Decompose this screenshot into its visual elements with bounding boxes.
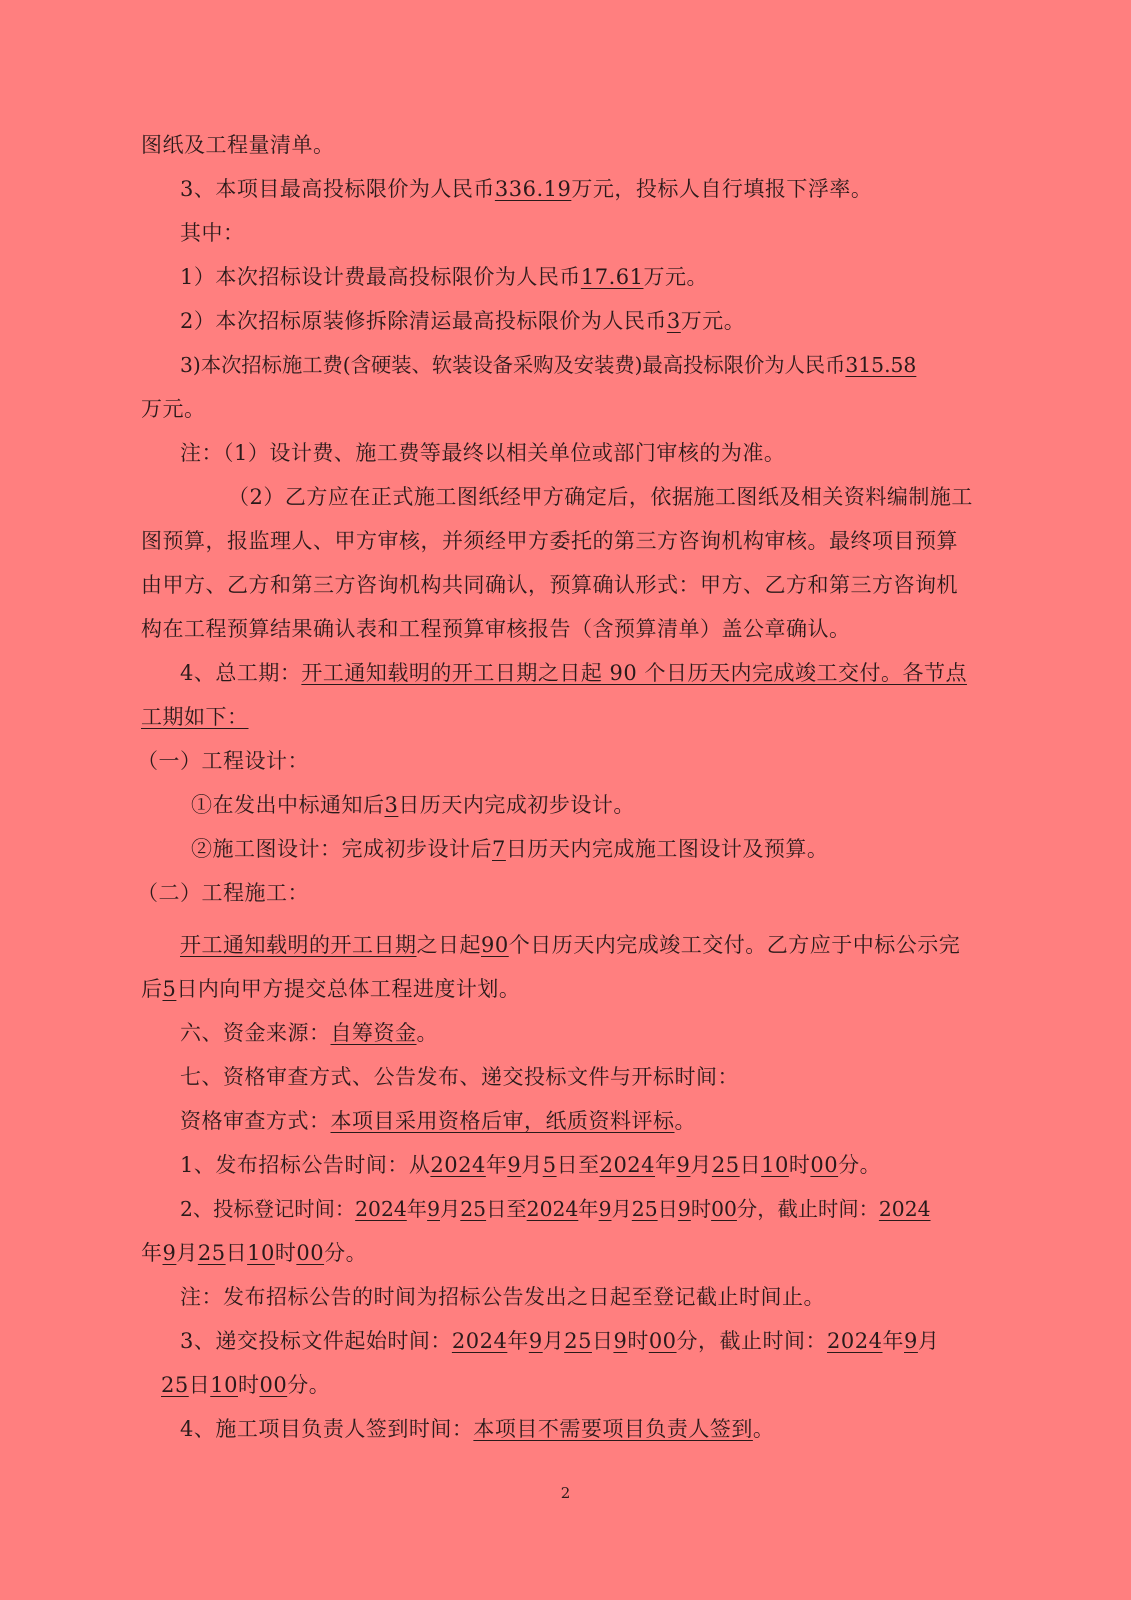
text-line: 3)本次招标施工费(含硬装、软装设备采购及安装费)最高投标限价为人民币315.58 [180, 353, 917, 377]
text-line: 开工通知载明的开工日期之日起90个日历天内完成竣工交付。乙方应于中标公示完 [180, 933, 961, 957]
text-line: 后5日内向甲方提交总体工程进度计划。 [141, 977, 521, 1001]
text-line: 万元。 [141, 397, 206, 421]
text-line: 资格审查方式：本项目采用资格后审，纸质资料评标。 [180, 1109, 696, 1133]
text-line: 图纸及工程量清单。 [141, 133, 335, 157]
text-line: 工期如下： [141, 705, 249, 729]
text-line: 构在工程预算结果确认表和工程预算审核报告（含预算清单）盖公章确认。 [141, 617, 851, 641]
text-line: 2）本次招标原装修拆除清运最高投标限价为人民币3万元。 [180, 309, 746, 333]
text-line: ①在发出中标通知后3日历天内完成初步设计。 [191, 793, 635, 817]
text-line: 注：发布招标公告的时间为招标公告发出之日起至登记截止时间止。 [180, 1285, 825, 1309]
page-number: 2 [560, 1484, 571, 1502]
text-line: 1、发布招标公告时间：从2024年9月5日至2024年9月25日10时00分。 [180, 1153, 882, 1177]
text-line: 1）本次招标设计费最高投标限价为人民币17.61万元。 [180, 265, 708, 289]
text-line: 年9月25日10时00分。 [141, 1241, 368, 1265]
text-line: 其中： [180, 221, 245, 245]
text-line: （一）工程设计： [137, 749, 309, 773]
text-line: 七、资格审查方式、公告发布、递交投标文件与开标时间： [180, 1065, 739, 1089]
text-line: （二）工程施工： [137, 881, 309, 905]
text-line: 六、资金来源：自筹资金。 [180, 1021, 438, 1045]
text-line: （2）乙方应在正式施工图纸经甲方确定后，依据施工图纸及相关资料编制施工 [228, 485, 973, 509]
text-line: 4、总工期：开工通知载明的开工日期之日起 90 个日历天内完成竣工交付。各节点 [180, 661, 967, 685]
text-line: ②施工图设计：完成初步设计后7日历天内完成施工图设计及预算。 [191, 837, 829, 861]
text-line: 2、投标登记时间：2024年9月25日至2024年9月25日9时00分，截止时间：2024 [180, 1197, 931, 1221]
text-line: 3、递交投标文件起始时间：2024年9月25日9时00分，截止时间：2024年9月 [180, 1329, 940, 1353]
text-line: 25日10时00分。 [161, 1373, 331, 1397]
text-line: 图预算，报监理人、甲方审核，并须经甲方委托的第三方咨询机构审核。最终项目预算 [141, 529, 958, 553]
text-line: 4、施工项目负责人签到时间：本项目不需要项目负责人签到。 [180, 1417, 775, 1441]
text-line: 3、本项目最高投标限价为人民币336.19万元，投标人自行填报下浮率。 [180, 177, 873, 201]
text-line: 由甲方、乙方和第三方咨询机构共同确认，预算确认形式：甲方、乙方和第三方咨询机 [141, 573, 958, 597]
text-line: 注：（1）设计费、施工费等最终以相关单位或部门审核的为准。 [180, 441, 786, 465]
